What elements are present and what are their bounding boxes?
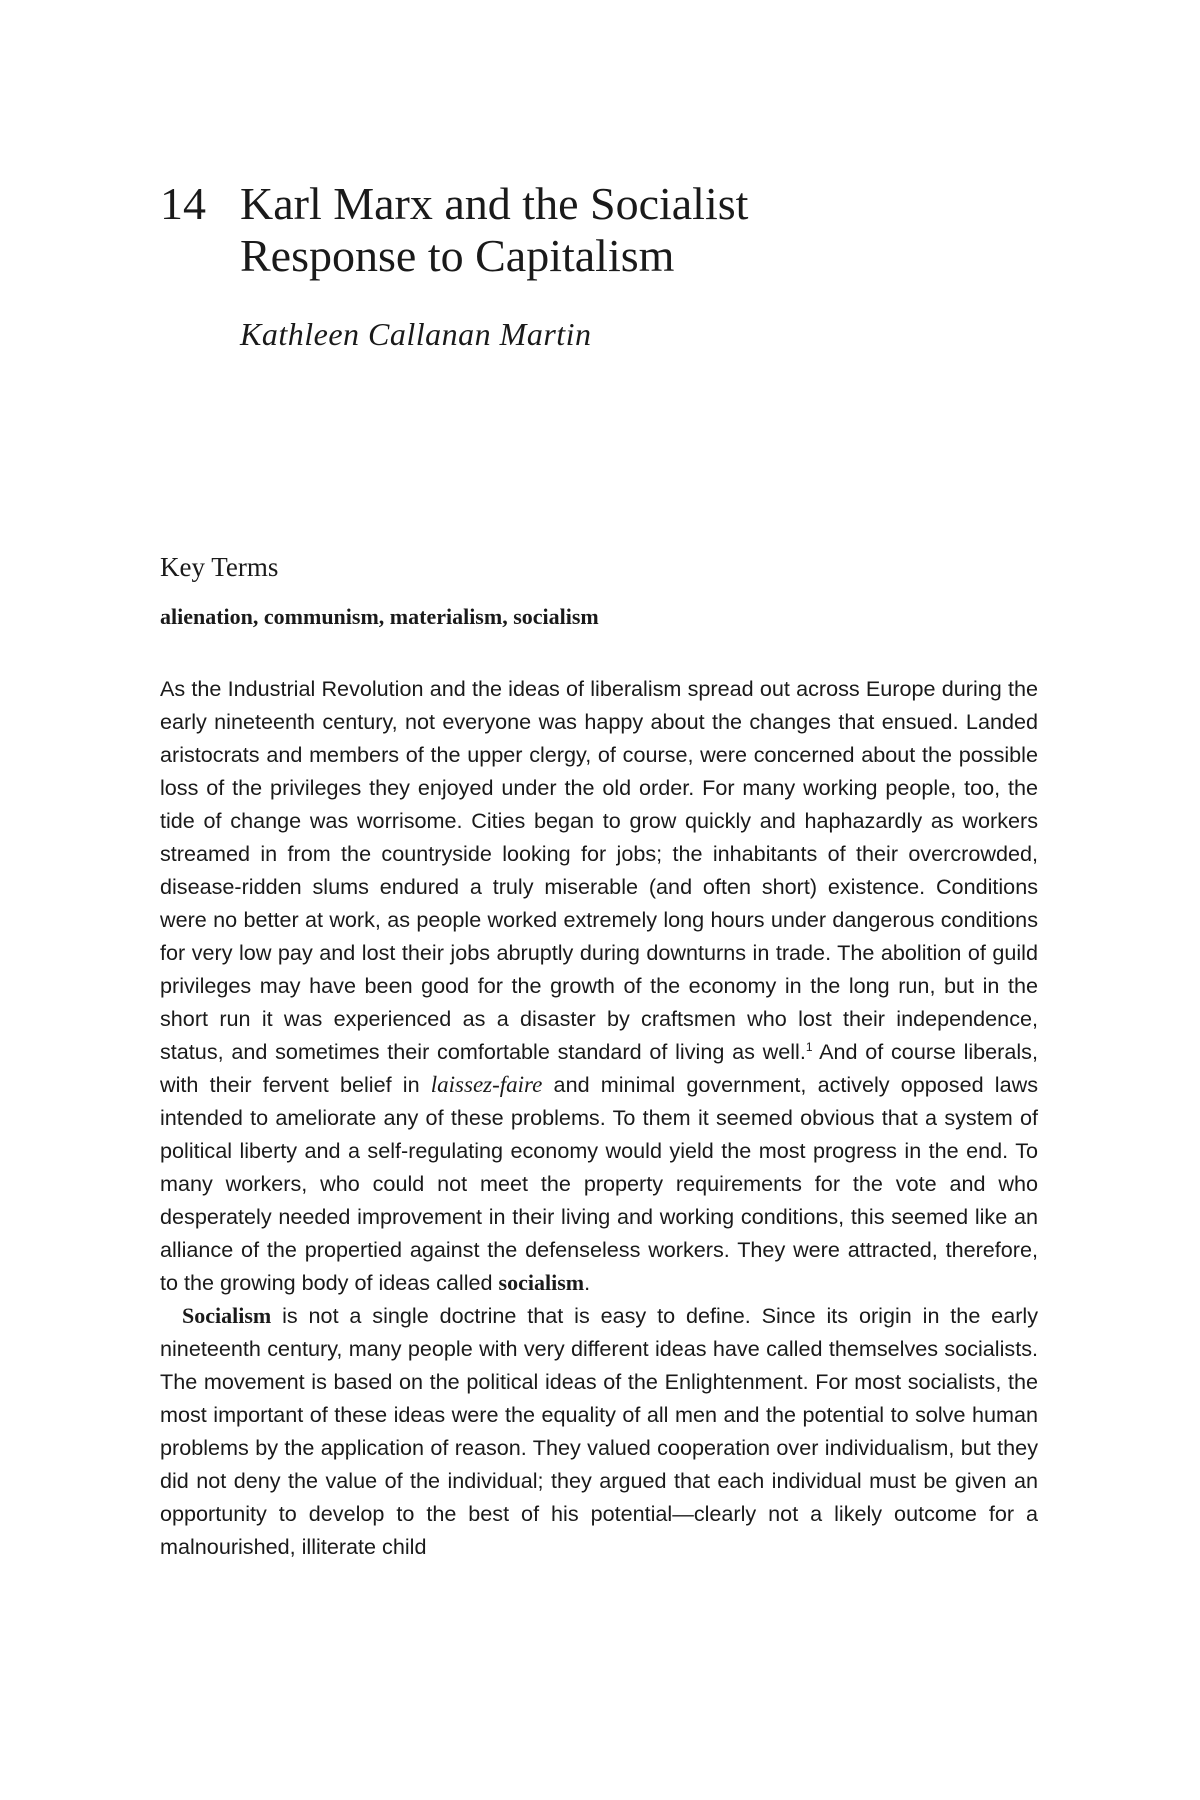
bold-term: socialism: [498, 1270, 585, 1295]
bold-term: Socialism: [182, 1303, 272, 1328]
italic-term: laissez-faire: [430, 1072, 543, 1097]
chapter-title-line-1: Karl Marx and the Socialist: [240, 178, 749, 229]
paragraph-1-text-a: As the Industrial Revolution and the ideas of liberalism spread out across Europe during the early nineteenth century, not everyone was happy about the changes that ensued. Landed aristocrats and members of the upper clergy, of course, were concerned about the possible loss of the privileges they enjoyed under the old order. For many working people, too, the tide of change was worrisome. Cities began to grow quickly and haphazardly as workers streamed in from the countryside looking for jobs; the inhabitants of their overcrowded, disease-ridden slums endured a truly miserable (and often short) existence. Conditions were no better at work, as people worked extremely long hours under dangerous conditions for very low pay and lost their jobs abruptly during downturns in trade. The abolition of guild privileges may have been good for the growth of the economy in the long run, but in the short run it was experienced as a disaster by craftsmen who lost their independence, status, and sometimes their comfortable standard of living as well.: [160, 676, 1038, 1064]
chapter-number: 14: [160, 178, 206, 229]
paragraph-2-text: is not a single doctrine that is easy to define. Since its origin in the early nineteenth century, many people with very different ideas have called themselves socialists. The movement is based on the political ideas of the Enlightenment. For most socialists, the most important of these ideas were the equality of all men and the potential to solve human problems by the application of reason. They valued cooperation over individualism, but they did not deny the value of the individual; they argued that each individual must be given an opportunity to develop to the best of his potential—clearly not a likely outcome for a malnourished, illiterate child: [160, 1303, 1038, 1559]
chapter-title-line-2: Response to Capitalism: [240, 230, 675, 281]
paragraph-1-text-b: And of course liberals, with their fervent belief in: [160, 1039, 1038, 1097]
key-terms-list: alienation, communism, materialism, socialism: [160, 604, 599, 629]
key-terms-heading: Key Terms: [160, 552, 279, 582]
paragraph-1: [160, 672, 1038, 1299]
chapter-author: Kathleen Callanan Martin: [240, 316, 592, 352]
paragraph-2: [160, 1299, 1038, 1563]
body-text: [160, 672, 1038, 1563]
paragraph-1-text-d: .: [584, 1270, 591, 1295]
footnote-marker: 1: [805, 1039, 813, 1054]
chapter-title: [240, 178, 940, 282]
paragraph-1-text-c: and minimal government, actively opposed laws intended to ameliorate any of these problems. To them it seemed obvious that a system of political liberty and a self-regulating economy would yield the most progress in the end. To many workers, who could not meet the property requirements for the vote and who desperately needed improvement in their living and working conditions, this seemed like an alliance of the propertied against the defenseless workers. They were attracted, therefore, to the growing body of ideas called: [160, 1072, 1038, 1295]
